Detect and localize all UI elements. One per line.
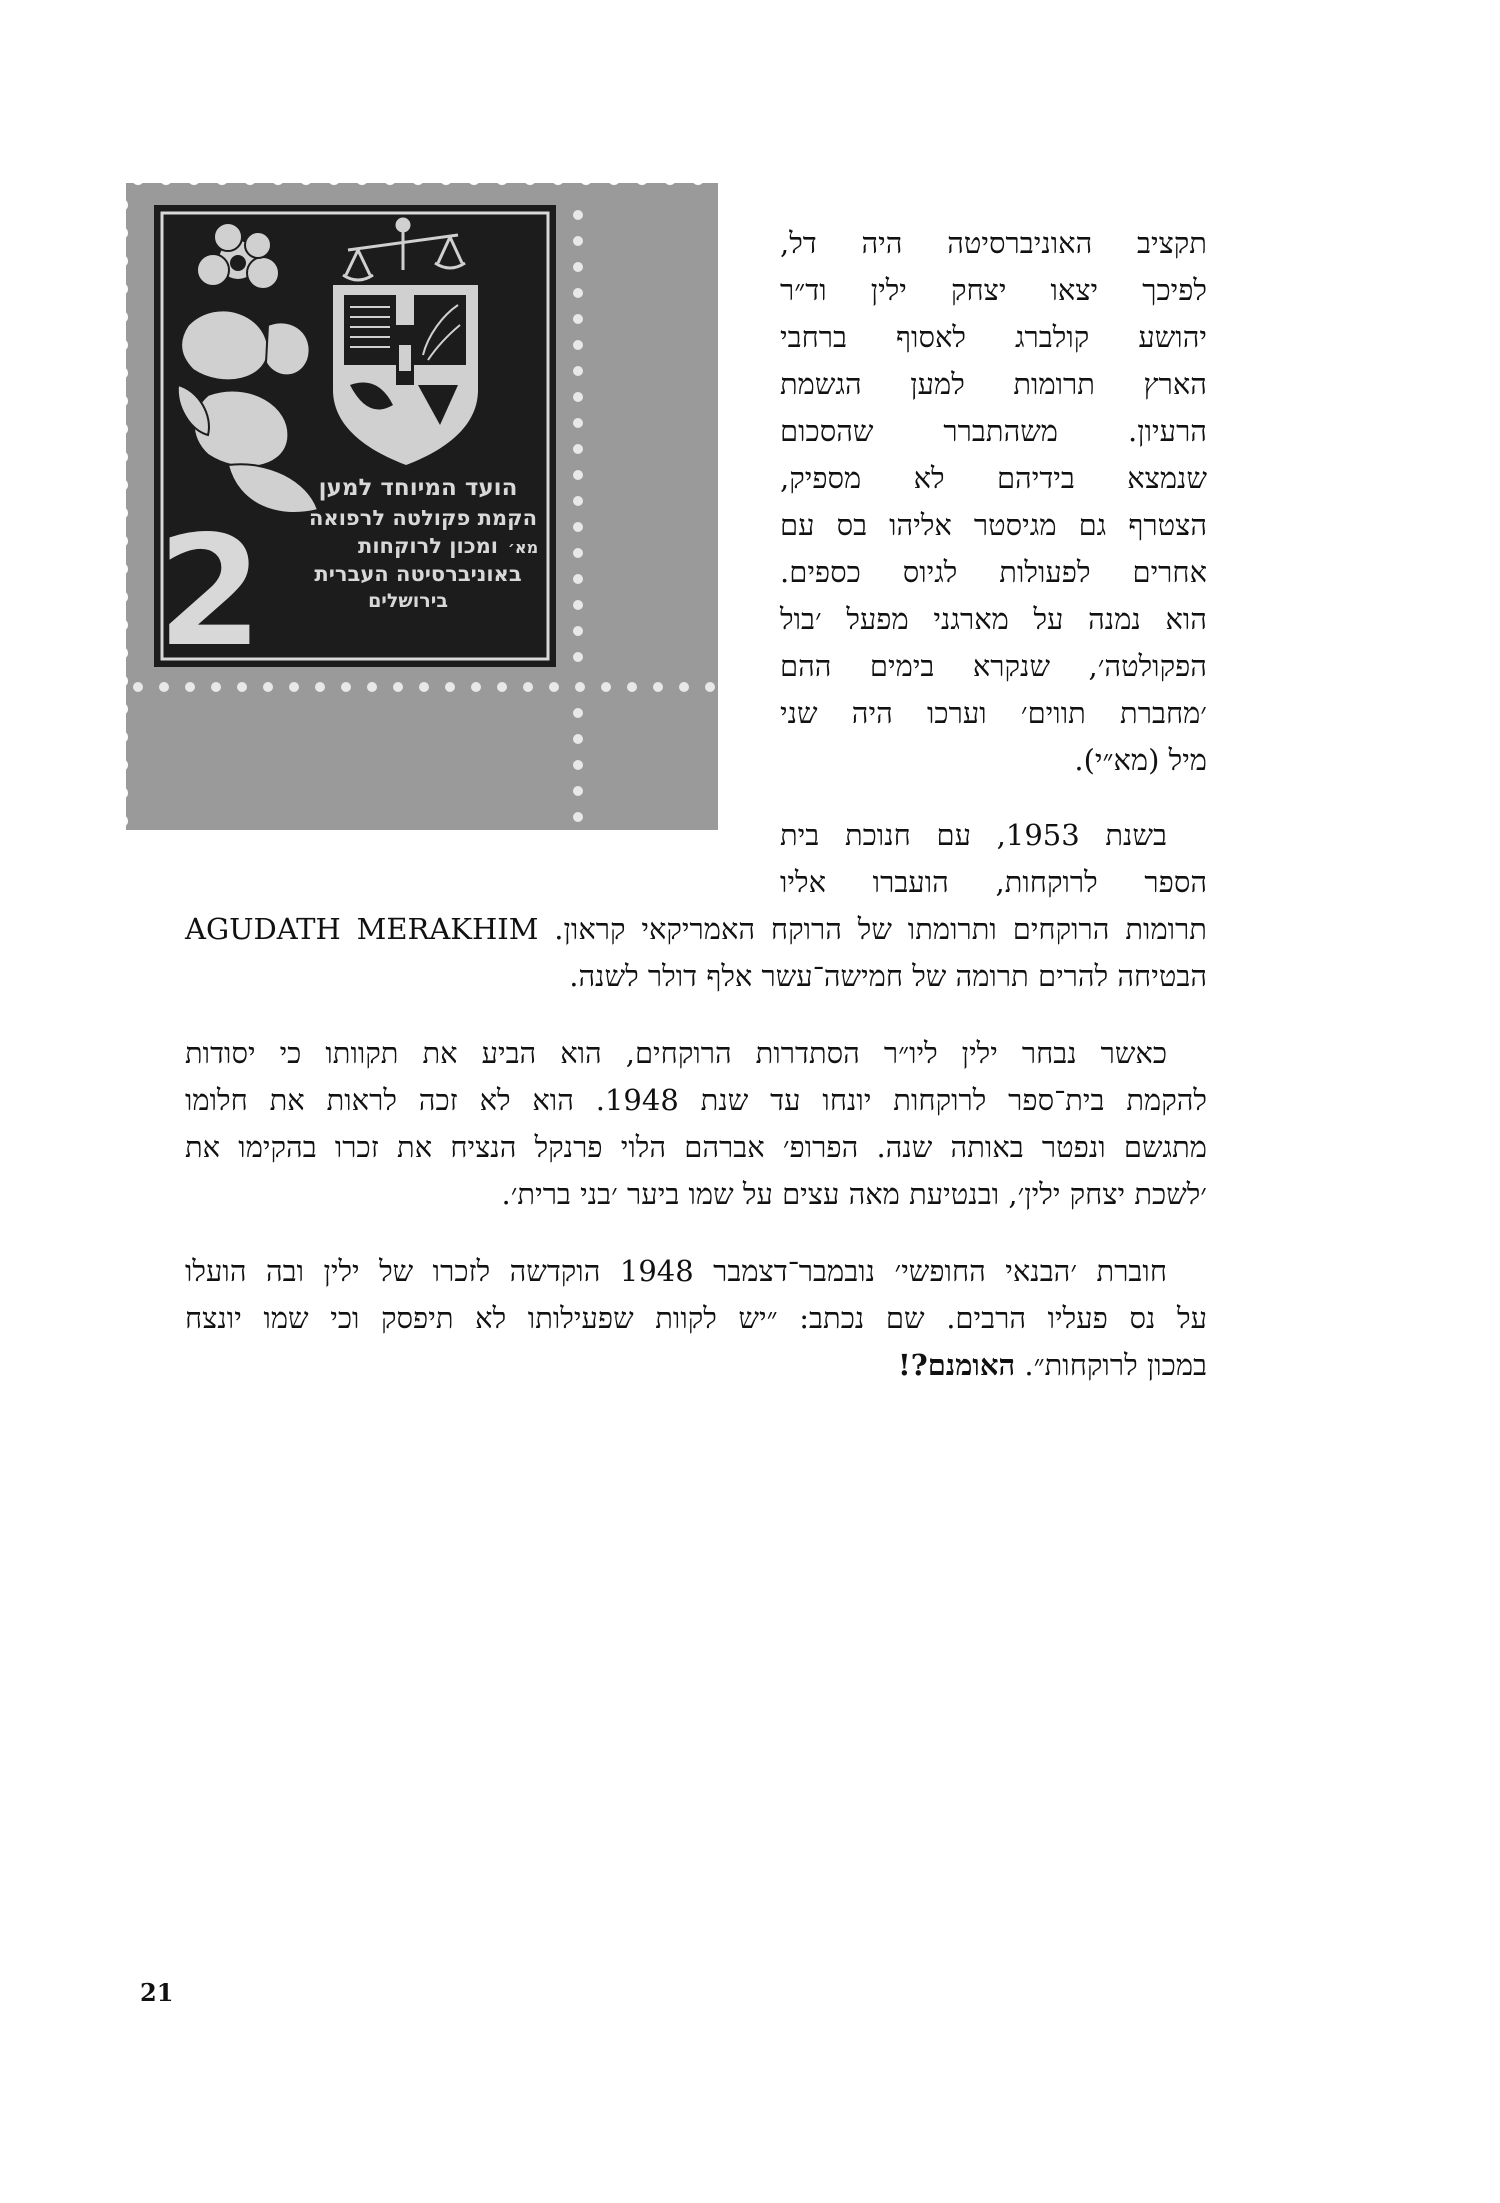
text-line: הוא נמנה על מארגני מפעל ׳בול xyxy=(780,602,1207,636)
text-line: ׳מחברת תווים׳ וערכו היה שני xyxy=(780,696,1207,730)
text-line: הספר לרוקחות, הועברו אליו xyxy=(780,865,1207,899)
stamp-unit: מא׳ xyxy=(507,538,539,557)
text-line: הרעיון. משהתברר שהסכום xyxy=(780,414,1207,448)
text-line: הצטרף גם מגיסטר אליהו בס עם xyxy=(780,508,1207,542)
page-number: 21 xyxy=(140,1978,174,2007)
stamp-text-line: הקמת פקולטה לרפואה xyxy=(308,506,538,530)
text-line: בשנת 1953, עם חנוכת בית xyxy=(780,818,1167,852)
text-segment: במכון לרוקחות״. xyxy=(1024,1348,1207,1382)
stamp-text-line: הועד המיוחד למען xyxy=(318,475,518,501)
stamp-text-line: ומכון לרוקחות xyxy=(357,534,499,558)
text-line: מתגשם ונפטר באותה שנה. הפרופ׳ אברהם הלוי פרנקל הנציח את זכרו בהקימו את xyxy=(185,1130,1207,1164)
text-line: מיל (מא״י). xyxy=(1074,743,1207,777)
text-line: הבטיחה להרים תרומה של חמישה־עשר אלף דולר לשנה. xyxy=(569,959,1207,993)
text-line: כאשר נבחר ילין ליו״ר הסתדרות הרוקחים, הוא הביע את תקוותו כי יסודות xyxy=(185,1036,1167,1070)
stamp-denomination: 2 xyxy=(156,501,264,682)
text-line: הפקולטה׳, שנקרא בימים ההם xyxy=(780,649,1207,683)
text-line: הארץ תרומות למען הגשמת xyxy=(780,367,1207,401)
text-line: שנמצא בידיהם לא מספיק, xyxy=(780,461,1207,495)
text-line: להקמת בית־ספר לרוקחות יונחו עד שנת 1948. הוא לא זכה לראות את חלומו xyxy=(185,1083,1207,1117)
stamp-text-line: בירושלים xyxy=(368,590,448,612)
text-line: ׳לשכת יצחק ילין׳, ובנטיעת מאה עצים על שמו ביער ׳בני ברית׳. xyxy=(501,1177,1207,1211)
text-line: תקציב האוניברסיטה היה דל, xyxy=(780,226,1207,260)
text-line: אחרים לפעולות לגיוס כספים. xyxy=(780,555,1207,589)
text-line: יהושע קולברג לאסוף ברחבי xyxy=(780,320,1207,354)
emphasis-text: האומנם?! xyxy=(897,1348,1016,1382)
stamp-image xyxy=(118,175,734,835)
stamp-text-line: באוניברסיטה העברית xyxy=(314,562,522,586)
text-line xyxy=(185,1346,1207,1384)
text-line: תרומות הרוקחים ותרומתו של הרוקח האמריקאי קראון. AGUDATH MERAKHIM xyxy=(185,912,1207,946)
text-line: לפיכך יצאו יצחק ילין וד״ר xyxy=(780,273,1207,307)
text-line: חוברת ׳הבנאי החופשי׳ נובמבר־דצמבר 1948 הוקדשה לזכרו של ילין ובה הועלו xyxy=(185,1254,1167,1288)
text-line: על נס פעליו הרבים. שם נכתב: ״יש לקוות שפעילותו לא תיפסק וכי שמו יונצח xyxy=(185,1301,1207,1335)
